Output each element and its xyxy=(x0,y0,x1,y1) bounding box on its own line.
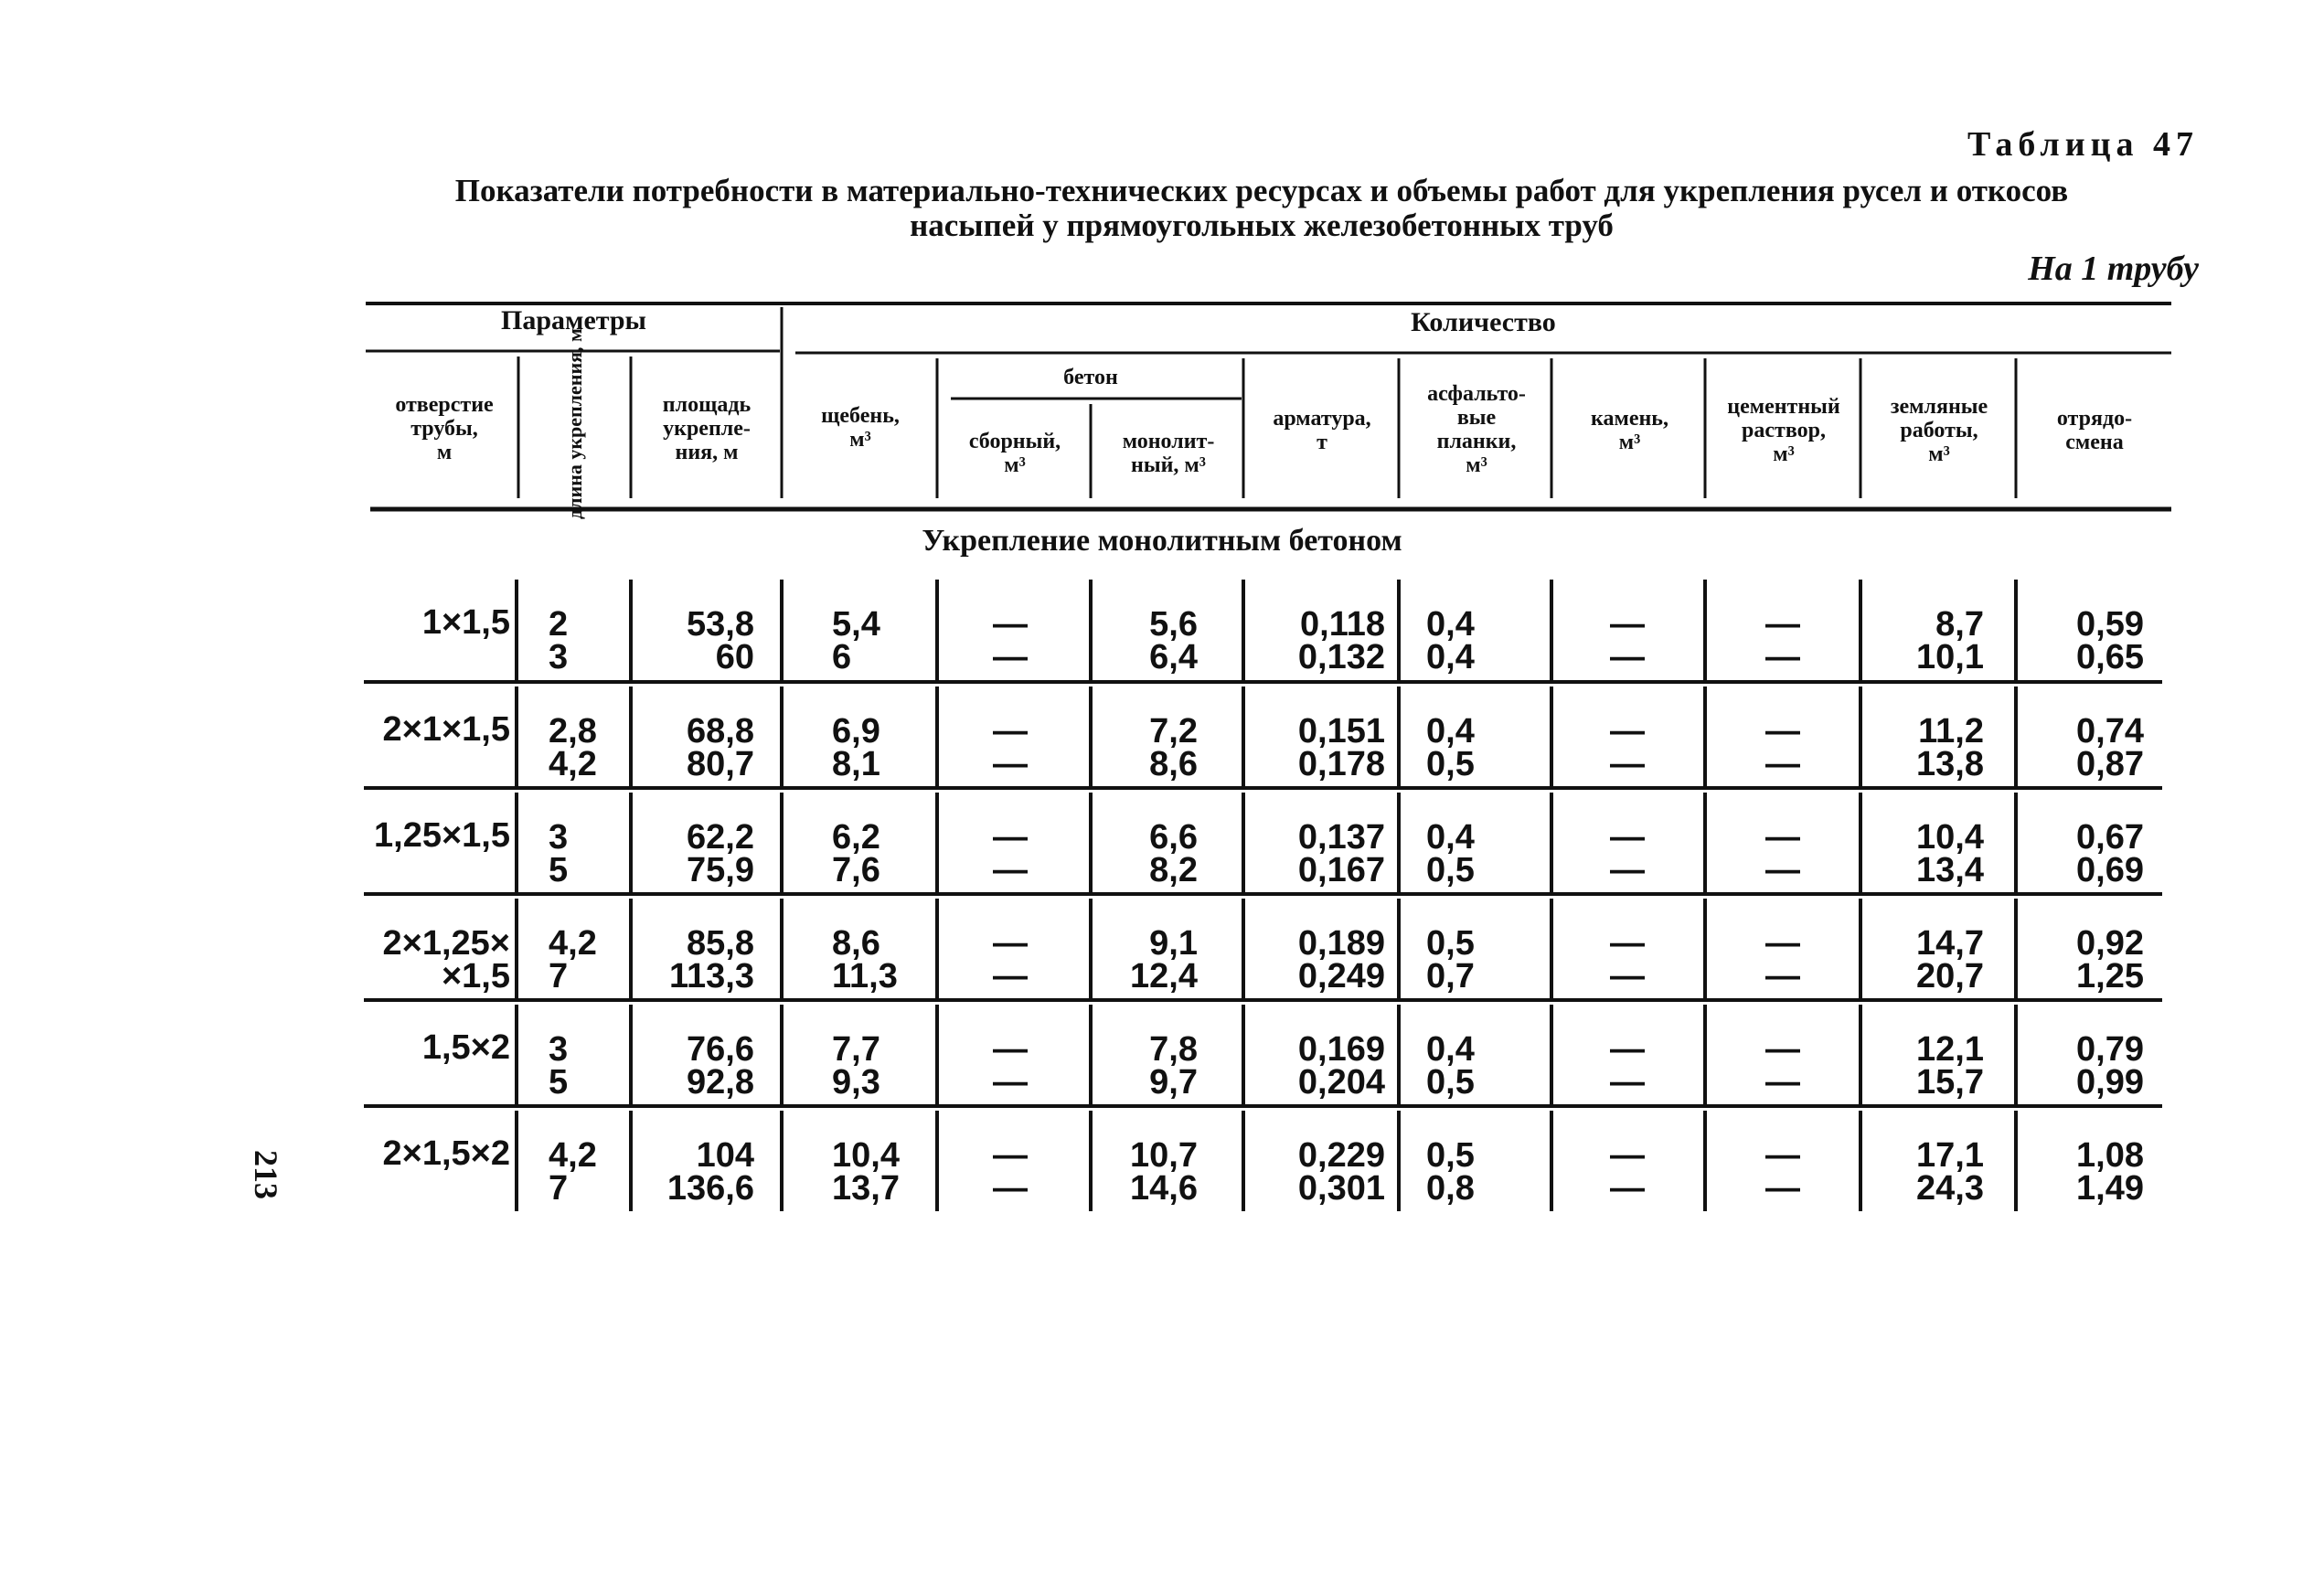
header-precast xyxy=(940,430,1090,477)
cell-asphalt: 0,5 xyxy=(1426,1063,1475,1102)
cell-gravel: 8,6 xyxy=(832,924,880,963)
cell-length: 4,2 xyxy=(549,745,597,783)
cell-earthwork: 17,1 xyxy=(1916,1136,1984,1175)
cell-gravel: 5,4 xyxy=(832,605,880,644)
cell-mortar: — xyxy=(1765,818,1800,857)
cell-length: 7 xyxy=(549,1169,569,1208)
cell-area: 75,9 xyxy=(687,851,754,889)
unit-note: На 1 трубу xyxy=(2028,250,2199,288)
cell-stone: — xyxy=(1610,957,1645,995)
cell-monolithic: 6,4 xyxy=(1149,638,1198,676)
opening-label-line: 2×1×1,5 xyxy=(382,710,510,749)
cell-crew-shift: 0,99 xyxy=(2076,1063,2144,1102)
header-stone-line: камень, xyxy=(1591,407,1668,431)
table-title-line-1: Показатели потребности в материально-технических ресурсах и объемы работ для укрепления русел и откосов xyxy=(454,173,2069,208)
table-number-label: Таблица 47 xyxy=(1967,125,2199,164)
cell-rebar: 0,137 xyxy=(1297,818,1385,857)
cell-rebar: 0,151 xyxy=(1297,712,1385,750)
cell-rebar: 0,204 xyxy=(1297,1063,1385,1102)
cell-mortar: — xyxy=(1765,605,1800,644)
opening-label xyxy=(347,603,510,642)
header-earthwork-line: работы, xyxy=(1900,419,1978,442)
cell-gravel: 6,9 xyxy=(832,712,880,750)
opening-label-line: ×1,5 xyxy=(441,957,510,995)
cell-area: 113,3 xyxy=(669,957,754,995)
cell-length: 2,8 xyxy=(549,712,597,750)
header-earthwork-line: земляные xyxy=(1890,395,1988,419)
cell-gravel: 10,4 xyxy=(832,1136,900,1175)
cell-asphalt: 0,4 xyxy=(1426,1030,1475,1069)
opening-label-line: 1,5×2 xyxy=(421,1028,510,1067)
cell-rebar: 0,118 xyxy=(1300,605,1385,644)
cell-precast: — xyxy=(993,605,1028,644)
cell-gravel: 7,7 xyxy=(832,1030,880,1069)
cell-monolithic: 9,7 xyxy=(1149,1063,1198,1102)
section-label: Укрепление монолитным бетоном xyxy=(922,524,1402,558)
cell-mortar: — xyxy=(1765,851,1800,889)
cell-stone: — xyxy=(1610,1136,1645,1175)
cell-asphalt: 0,4 xyxy=(1426,638,1475,676)
cell-length: 4,2 xyxy=(549,924,597,963)
header-crew-shift xyxy=(2018,407,2171,454)
cell-area: 92,8 xyxy=(687,1063,754,1102)
cell-stone: — xyxy=(1610,924,1645,963)
header-earthwork-line: м³ xyxy=(1928,442,1950,466)
cell-monolithic: 9,1 xyxy=(1149,924,1198,963)
cell-length: 7 xyxy=(549,957,569,995)
cell-mortar: — xyxy=(1765,712,1800,750)
cell-earthwork: 14,7 xyxy=(1916,924,1984,963)
cell-length: 3 xyxy=(549,1030,569,1069)
header-precast-line: сборный, xyxy=(968,430,1061,453)
opening-label-line: 2×1,25× xyxy=(382,924,510,963)
cell-area: 136,6 xyxy=(666,1169,754,1208)
header-area-line: укрепле- xyxy=(663,417,751,441)
header-gravel xyxy=(784,404,936,452)
opening-label xyxy=(347,1134,510,1173)
cell-precast: — xyxy=(993,957,1028,995)
cell-crew-shift: 1,49 xyxy=(2076,1169,2144,1208)
cell-area: 80,7 xyxy=(687,745,754,783)
header-opening-line: трубы, xyxy=(410,417,478,441)
header-length: длина укрепления, м xyxy=(563,327,586,519)
cell-gravel: 11,3 xyxy=(832,957,898,995)
header-group-parameters: Параметры xyxy=(501,305,646,335)
cell-rebar: 0,169 xyxy=(1297,1030,1385,1069)
header-monolithic xyxy=(1093,430,1243,477)
header-area-line: площадь xyxy=(662,393,752,417)
cell-earthwork: 11,2 xyxy=(1918,712,1984,750)
page-number: 213 xyxy=(248,1150,284,1199)
header-mortar-line: цементный xyxy=(1727,395,1840,419)
cell-length: 2 xyxy=(549,605,569,644)
header-gravel-line: м³ xyxy=(849,428,871,452)
cell-crew-shift: 0,67 xyxy=(2076,818,2144,857)
header-rebar-line: т xyxy=(1317,431,1327,454)
cell-mortar: — xyxy=(1765,1136,1800,1175)
cell-monolithic: 7,8 xyxy=(1149,1030,1198,1069)
header-stone xyxy=(1554,407,1705,454)
cell-asphalt: 0,5 xyxy=(1426,1136,1475,1175)
header-mortar xyxy=(1706,395,1861,466)
header-earthwork xyxy=(1862,395,2016,466)
cell-gravel: 9,3 xyxy=(832,1063,880,1102)
cell-asphalt: 0,5 xyxy=(1426,924,1475,963)
header-asphalt-line: асфальто- xyxy=(1427,382,1526,406)
cell-mortar: — xyxy=(1765,638,1800,676)
cell-area: 85,8 xyxy=(687,924,754,963)
header-area-line: ния, м xyxy=(675,441,739,464)
cell-area: 53,8 xyxy=(687,605,754,644)
cell-crew-shift: 0,69 xyxy=(2076,851,2144,889)
cell-precast: — xyxy=(993,924,1028,963)
cell-gravel: 13,7 xyxy=(832,1169,900,1208)
cell-earthwork: 12,1 xyxy=(1916,1030,1984,1069)
cell-area: 62,2 xyxy=(687,818,754,857)
cell-precast: — xyxy=(993,851,1028,889)
cell-crew-shift: 0,92 xyxy=(2076,924,2144,963)
cell-stone: — xyxy=(1610,818,1645,857)
header-concrete: бетон xyxy=(1063,366,1118,389)
opening-label-line: 1×1,5 xyxy=(421,603,510,642)
cell-precast: — xyxy=(993,745,1028,783)
cell-monolithic: 14,6 xyxy=(1130,1169,1198,1208)
cell-crew-shift: 1,25 xyxy=(2076,957,2144,995)
cell-asphalt: 0,8 xyxy=(1426,1169,1475,1208)
cell-rebar: 0,132 xyxy=(1297,638,1385,676)
cell-rebar: 0,189 xyxy=(1297,924,1385,963)
cell-gravel: 8,1 xyxy=(832,745,880,783)
cell-asphalt: 0,7 xyxy=(1426,957,1475,995)
cell-earthwork: 15,7 xyxy=(1916,1063,1984,1102)
cell-mortar: — xyxy=(1765,1063,1800,1102)
cell-rebar: 0,167 xyxy=(1297,851,1385,889)
cell-area: 60 xyxy=(715,638,754,676)
cell-length: 5 xyxy=(549,1063,569,1102)
cell-stone: — xyxy=(1610,1063,1645,1102)
cell-stone: — xyxy=(1610,851,1645,889)
cell-mortar: — xyxy=(1765,1169,1800,1208)
table-title-line-2: насыпей у прямоугольных железобетонных труб xyxy=(910,208,1614,243)
header-rebar xyxy=(1246,407,1398,454)
header-asphalt xyxy=(1402,382,1551,477)
cell-asphalt: 0,4 xyxy=(1426,605,1475,644)
cell-stone: — xyxy=(1610,1030,1645,1069)
cell-monolithic: 5,6 xyxy=(1149,605,1198,644)
cell-stone: — xyxy=(1610,605,1645,644)
cell-monolithic: 10,7 xyxy=(1130,1136,1198,1175)
opening-label xyxy=(347,816,510,855)
cell-length: 3 xyxy=(549,818,569,857)
header-crew-shift-line: смена xyxy=(2065,431,2124,454)
header-stone-line: м³ xyxy=(1618,431,1641,454)
cell-earthwork: 24,3 xyxy=(1916,1169,1984,1208)
cell-earthwork: 8,7 xyxy=(1935,605,1984,644)
cell-earthwork: 20,7 xyxy=(1916,957,1984,995)
cell-precast: — xyxy=(993,712,1028,750)
cell-monolithic: 12,4 xyxy=(1130,957,1198,995)
cell-precast: — xyxy=(993,1136,1028,1175)
cell-rebar: 0,249 xyxy=(1297,957,1385,995)
header-crew-shift-line: отрядо- xyxy=(2056,407,2133,431)
header-mortar-line: м³ xyxy=(1773,442,1795,466)
header-mortar-line: раствор, xyxy=(1742,419,1826,442)
cell-gravel: 6 xyxy=(832,638,852,676)
cell-earthwork: 13,8 xyxy=(1916,745,1984,783)
cell-crew-shift: 0,74 xyxy=(2076,712,2144,750)
cell-asphalt: 0,4 xyxy=(1426,712,1475,750)
cell-mortar: — xyxy=(1765,957,1800,995)
header-opening-line: м xyxy=(436,441,453,464)
cell-area: 68,8 xyxy=(687,712,754,750)
header-precast-line: м³ xyxy=(1004,453,1026,477)
cell-stone: — xyxy=(1610,745,1645,783)
opening-label-line: 2×1,5×2 xyxy=(382,1134,510,1173)
cell-asphalt: 0,5 xyxy=(1426,851,1475,889)
header-monolithic-line: монолит- xyxy=(1122,430,1215,453)
header-gravel-line: щебень, xyxy=(821,404,900,428)
cell-crew-shift: 0,59 xyxy=(2076,605,2144,644)
cell-gravel: 7,6 xyxy=(832,851,880,889)
cell-earthwork: 10,4 xyxy=(1916,818,1984,857)
cell-mortar: — xyxy=(1765,1030,1800,1069)
cell-earthwork: 13,4 xyxy=(1916,851,1984,889)
cell-precast: — xyxy=(993,1169,1028,1208)
cell-asphalt: 0,5 xyxy=(1426,745,1475,783)
header-asphalt-line: планки, xyxy=(1436,430,1517,453)
header-monolithic-line: ный, м³ xyxy=(1131,453,1206,477)
cell-earthwork: 10,1 xyxy=(1916,638,1984,676)
header-opening xyxy=(370,393,518,464)
header-group-quantity: Количество xyxy=(1411,307,1556,337)
cell-crew-shift: 0,65 xyxy=(2076,638,2144,676)
header-rebar-line: арматура, xyxy=(1273,407,1371,431)
cell-gravel: 6,2 xyxy=(832,818,880,857)
cell-precast: — xyxy=(993,1030,1028,1069)
cell-asphalt: 0,4 xyxy=(1426,818,1475,857)
header-asphalt-line: вые xyxy=(1456,406,1497,430)
cell-precast: — xyxy=(993,638,1028,676)
cell-stone: — xyxy=(1610,638,1645,676)
cell-monolithic: 8,2 xyxy=(1149,851,1198,889)
cell-rebar: 0,301 xyxy=(1297,1169,1385,1208)
cell-crew-shift: 0,79 xyxy=(2076,1030,2144,1069)
cell-precast: — xyxy=(993,1063,1028,1102)
cell-rebar: 0,178 xyxy=(1297,745,1385,783)
cell-length: 3 xyxy=(549,638,569,676)
cell-length: 4,2 xyxy=(549,1136,597,1175)
cell-precast: — xyxy=(993,818,1028,857)
cell-area: 76,6 xyxy=(687,1030,754,1069)
cell-monolithic: 8,6 xyxy=(1149,745,1198,783)
cell-crew-shift: 1,08 xyxy=(2076,1136,2144,1175)
cell-monolithic: 7,2 xyxy=(1149,712,1198,750)
header-opening-line: отверстие xyxy=(395,393,494,417)
opening-label xyxy=(347,1028,510,1067)
cell-crew-shift: 0,87 xyxy=(2076,745,2144,783)
cell-monolithic: 6,6 xyxy=(1149,818,1198,857)
opening-label xyxy=(347,710,510,749)
cell-area: 104 xyxy=(696,1136,754,1175)
header-asphalt-line: м³ xyxy=(1466,453,1487,477)
header-area xyxy=(633,393,781,464)
cell-stone: — xyxy=(1610,1169,1645,1208)
cell-rebar: 0,229 xyxy=(1297,1136,1385,1175)
opening-label xyxy=(347,924,510,995)
cell-mortar: — xyxy=(1765,924,1800,963)
cell-stone: — xyxy=(1610,712,1645,750)
cell-length: 5 xyxy=(549,851,569,889)
opening-label-line: 1,25×1,5 xyxy=(374,816,510,855)
cell-mortar: — xyxy=(1765,745,1800,783)
